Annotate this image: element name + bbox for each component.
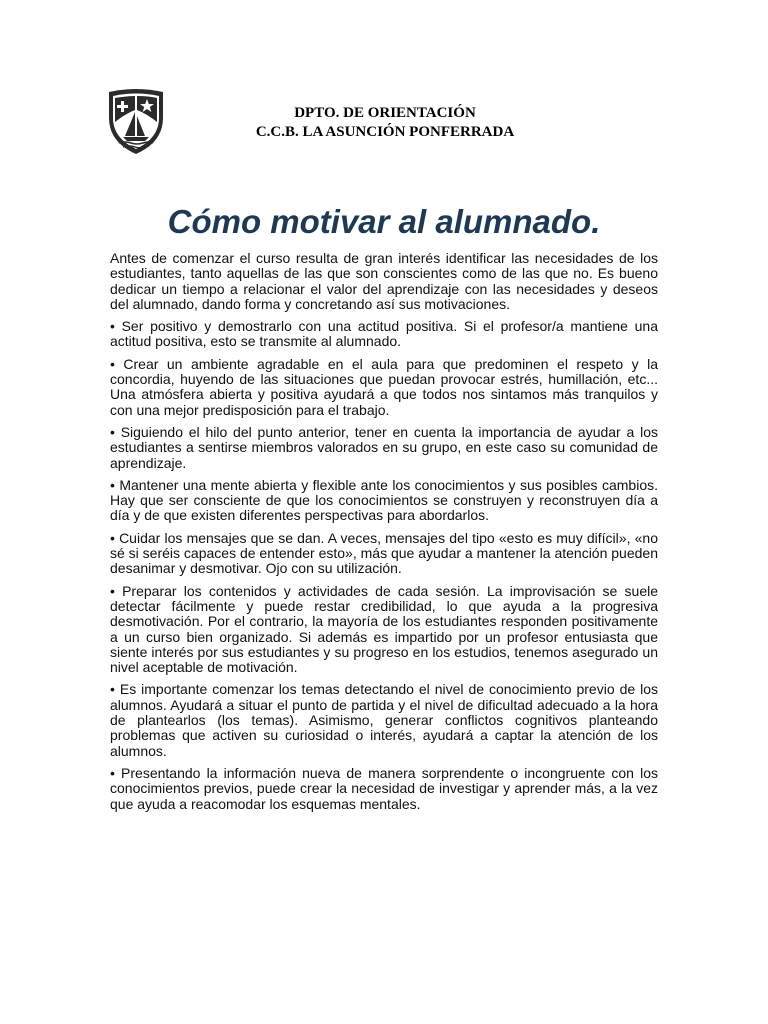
document-body xyxy=(110,251,658,819)
school-name: C.C.B. LA ASUNCIÓN PONFERRADA xyxy=(255,124,515,140)
bullet-paragraph-informacion-nueva: • Presentando la información nueva de manera sorprendente o incongruente con los conocimientos previos, puede crear la necesidad de investigar y aprender más, a la vez que ayuda a reacomodar los esquemas mentales. xyxy=(110,764,658,812)
bullet-paragraph-preparar: • Preparar los contenidos y actividades de cada sesión. La improvisación se suele detectar fácilmente y puede restar credibilidad, lo que ayuda a la progresiva desmotivación. Por el contrario, la mayoría de los estudiantes responden positivamente a un curso bien organizado. Si además es impartido por un profesor entusiasta que siente interés por sus estudiantes y su progreso en los estudios, tenemos asegurado un nivel aceptable de motivación. xyxy=(110,582,658,676)
department-name: DPTO. DE ORIENTACIÓN xyxy=(294,105,476,121)
bullet-paragraph-mente-abierta: • Mantener una mente abierta y flexible ante los conocimientos y sus posibles cambios. Hay que ser consciente de que los conocimientos se construyen y reconstruyen día a día y de que existen diferentes perspectivas para abordarlos. xyxy=(110,476,658,524)
bullet-paragraph-positive: • Ser positivo y demostrarlo con una actitud positiva. Si el profesor/a mantiene una actitud positiva, esto se transmite al alumnado. xyxy=(110,318,658,350)
page-title: Cómo motivar al alumnado. xyxy=(167,203,601,240)
bullet-paragraph-mensajes: • Cuidar los mensajes que se dan. A veces, mensajes del tipo «esto es muy difícil», «no sé si seréis capaces de entender esto», más que ayudar a mantener la atención pueden desanimar y desmotivar. Ojo con su utilización. xyxy=(110,529,658,577)
intro-paragraph: Antes de comenzar el curso resulta de gran interés identificar las necesidades de los estudiantes, tanto aquellas de las que son conscientes como de las que no. Es bueno dedicar un tiempo a relacionar el valor del aprendizaje con las necesidades y deseos del alumnado, dando forma y concretando así sus motivaciones. xyxy=(110,250,658,312)
bullet-paragraph-grupo: • Siguiendo el hilo del punto anterior, tener en cuenta la importancia de ayudar a los estudiantes a sentirse miembros valorados en su grupo, en este caso su comunidad de aprendizaje. xyxy=(110,423,658,471)
school-crest-icon xyxy=(105,88,167,156)
department-header xyxy=(170,104,600,142)
bullet-paragraph-conocimiento-previo: • Es importante comenzar los temas detectando el nivel de conocimiento previo de los alumnos. Ayudará a situar el punto de partida y el nivel de dificultad adecuado a la hora de plantearlos (los temas). Asimismo, generar conflictos cognitivos planteando problemas que activen su curiosidad o interés, ayudará a captar la atención de los alumnos. xyxy=(110,681,658,759)
bullet-paragraph-ambiente: • Crear un ambiente agradable en el aula para que predominen el respeto y la concordia, huyendo de las situaciones que puedan provocar estrés, humillación, etc... Una atmósfera abierta y positiva ayudará a que todos nos sintamos más tranquilos y con una mejor predisposición para el trabajo. xyxy=(110,355,658,418)
